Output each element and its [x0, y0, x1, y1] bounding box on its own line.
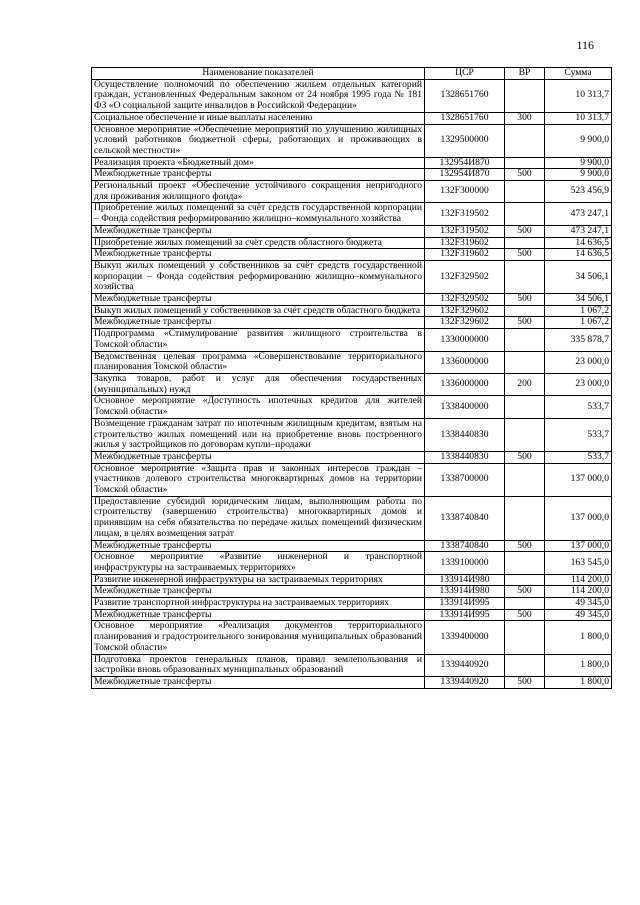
row-name-cell: Возмещение гражданам затрат по ипотечным жилищным кредитам, взятым на строительство жилых помещений или на приобретение вновь построенного жилья у застройщиков по договорам купли–продажи [92, 418, 425, 451]
table-row [92, 203, 612, 225]
row-vr-cell: 200 [505, 373, 545, 395]
table-row [92, 249, 612, 261]
row-csr-cell: 132F319502 [425, 203, 505, 225]
row-vr-cell [505, 237, 545, 249]
row-csr-cell: 1338700000 [425, 463, 505, 496]
row-sum-cell: 473 247,1 [545, 225, 612, 237]
row-vr-cell: 500 [505, 249, 545, 261]
row-name-cell: Выкуп жилых помещений у собственников за счёт средств областного бюджета [92, 305, 425, 317]
table-row [92, 496, 612, 540]
row-vr-cell [505, 305, 545, 317]
row-csr-cell: 132F319502 [425, 225, 505, 237]
table-row [92, 169, 612, 181]
row-sum-cell: 533,7 [545, 451, 612, 463]
table-row [92, 451, 612, 463]
row-name-cell: Реализация проекта «Бюджетный дом» [92, 157, 425, 169]
row-csr-cell: 1336000000 [425, 373, 505, 395]
row-vr-cell [505, 124, 545, 157]
row-name-cell: Развитие транспортной инфраструктуры на застраиваемых территориях [92, 598, 425, 610]
row-sum-cell: 114 200,0 [545, 574, 612, 586]
row-sum-cell: 1 067,2 [545, 305, 612, 317]
row-vr-cell [505, 203, 545, 225]
row-vr-cell [505, 496, 545, 540]
row-sum-cell: 1 800,0 [545, 654, 612, 676]
row-csr-cell: 1339440920 [425, 676, 505, 688]
table-row [92, 418, 612, 451]
row-sum-cell: 9 900,0 [545, 124, 612, 157]
row-vr-cell: 500 [505, 609, 545, 621]
row-csr-cell: 1329500000 [425, 124, 505, 157]
row-csr-cell: 133914И980 [425, 586, 505, 598]
row-sum-cell: 1 800,0 [545, 676, 612, 688]
row-vr-cell: 500 [505, 540, 545, 552]
row-csr-cell: 133914И980 [425, 574, 505, 586]
row-csr-cell: 1338740840 [425, 540, 505, 552]
row-name-cell: Межбюджетные трансферты [92, 249, 425, 261]
row-vr-cell [505, 654, 545, 676]
row-name-cell: Закупка товаров, работ и услуг для обеспечения государственных (муниципальных) нужд [92, 373, 425, 395]
row-csr-cell: 1339440920 [425, 654, 505, 676]
table-row [92, 225, 612, 237]
row-csr-cell: 132F329502 [425, 260, 505, 293]
budget-table [91, 67, 612, 689]
row-sum-cell: 335 878,7 [545, 329, 612, 351]
header-sum: Сумма [545, 68, 612, 80]
row-vr-cell: 500 [505, 317, 545, 329]
row-sum-cell: 137 000,0 [545, 540, 612, 552]
row-csr-cell: 132F329502 [425, 294, 505, 306]
row-csr-cell: 132F319602 [425, 249, 505, 261]
table-row [92, 540, 612, 552]
row-csr-cell: 132F329602 [425, 317, 505, 329]
row-sum-cell: 137 000,0 [545, 463, 612, 496]
row-sum-cell: 10 313,7 [545, 79, 612, 112]
header-csr: ЦСР [425, 68, 505, 80]
table-row [92, 124, 612, 157]
row-vr-cell [505, 621, 545, 654]
row-vr-cell [505, 351, 545, 373]
row-name-cell: Предоставление субсидий юридическим лицам, выполняющим работы по строительству (завершению строительства) многоквартирных домов и принявшим на себя обязательства по передаче жилых помещений физическим лицам, в целях возмещения затрат [92, 496, 425, 540]
row-name-cell: Межбюджетные трансферты [92, 609, 425, 621]
table-row [92, 621, 612, 654]
row-name-cell: Приобретение жилых помещений за счёт средств государственной корпорации – Фонда содействия реформированию жилищно–коммунального хозяйства [92, 203, 425, 225]
row-name-cell: Социальное обеспечение и иные выплаты населению [92, 112, 425, 124]
table-row [92, 305, 612, 317]
row-csr-cell: 132F300000 [425, 181, 505, 203]
row-name-cell: Межбюджетные трансферты [92, 317, 425, 329]
table-row [92, 294, 612, 306]
row-name-cell: Межбюджетные трансферты [92, 540, 425, 552]
table-row [92, 373, 612, 395]
table-header-row [92, 68, 612, 80]
row-vr-cell: 500 [505, 586, 545, 598]
row-name-cell: Межбюджетные трансферты [92, 294, 425, 306]
row-csr-cell: 133914И995 [425, 598, 505, 610]
row-vr-cell [505, 181, 545, 203]
table-row [92, 574, 612, 586]
table-row [92, 598, 612, 610]
row-vr-cell [505, 79, 545, 112]
row-csr-cell: 132954И870 [425, 157, 505, 169]
table-row [92, 181, 612, 203]
table-row [92, 396, 612, 418]
row-csr-cell: 132954И870 [425, 169, 505, 181]
table-row [92, 351, 612, 373]
row-csr-cell: 1328651760 [425, 112, 505, 124]
row-name-cell: Межбюджетные трансферты [92, 586, 425, 598]
row-sum-cell: 23 000,0 [545, 373, 612, 395]
row-sum-cell: 1 800,0 [545, 621, 612, 654]
table-row [92, 317, 612, 329]
table-row [92, 157, 612, 169]
row-name-cell: Региональный проект «Обеспечение устойчивого сокращения непригодного для проживания жилищного фонда» [92, 181, 425, 203]
row-sum-cell: 9 900,0 [545, 157, 612, 169]
row-name-cell: Межбюджетные трансферты [92, 676, 425, 688]
row-sum-cell: 114 200,0 [545, 586, 612, 598]
row-sum-cell: 23 000,0 [545, 351, 612, 373]
row-sum-cell: 473 247,1 [545, 203, 612, 225]
row-name-cell: Выкуп жилых помещений у собственников за счёт средств государственной корпорации – Фонда содействия реформированию жилищно–коммунального хозяйства [92, 260, 425, 293]
row-vr-cell [505, 260, 545, 293]
row-name-cell: Подготовка проектов генеральных планов, правил землепользования и застройки вновь образованных муниципальных образований [92, 654, 425, 676]
row-name-cell: Основное мероприятие «Развитие инженерной и транспортной инфраструктуры на застраиваемых территориях» [92, 552, 425, 574]
table-row [92, 463, 612, 496]
row-sum-cell: 163 545,0 [545, 552, 612, 574]
row-name-cell: Развитие инженерной инфраструктуры на застраиваемых территориях [92, 574, 425, 586]
row-sum-cell: 14 636,5 [545, 237, 612, 249]
row-csr-cell: 1339400000 [425, 621, 505, 654]
row-name-cell: Подпрограмма «Стимулирование развития жилищного строительства в Томской области» [92, 329, 425, 351]
row-vr-cell [505, 463, 545, 496]
header-vr: ВР [505, 68, 545, 80]
table-row [92, 112, 612, 124]
row-vr-cell: 500 [505, 169, 545, 181]
table-row [92, 654, 612, 676]
page-number: 116 [576, 38, 594, 52]
row-vr-cell [505, 329, 545, 351]
row-vr-cell [505, 157, 545, 169]
row-csr-cell: 1330000000 [425, 329, 505, 351]
row-vr-cell [505, 598, 545, 610]
row-csr-cell: 1338440830 [425, 451, 505, 463]
row-vr-cell [505, 552, 545, 574]
table-row [92, 329, 612, 351]
table-row [92, 79, 612, 112]
row-csr-cell: 1328651760 [425, 79, 505, 112]
row-name-cell: Основное мероприятие «Доступность ипотечных кредитов для жителей Томской области» [92, 396, 425, 418]
row-sum-cell: 14 636,5 [545, 249, 612, 261]
row-vr-cell: 500 [505, 451, 545, 463]
row-name-cell: Межбюджетные трансферты [92, 451, 425, 463]
row-sum-cell: 523 456,9 [545, 181, 612, 203]
row-csr-cell: 132F319602 [425, 237, 505, 249]
row-name-cell: Межбюджетные трансферты [92, 225, 425, 237]
table-row [92, 237, 612, 249]
row-vr-cell [505, 574, 545, 586]
row-vr-cell: 500 [505, 676, 545, 688]
row-vr-cell: 500 [505, 294, 545, 306]
row-vr-cell [505, 396, 545, 418]
row-sum-cell: 533,7 [545, 418, 612, 451]
row-csr-cell: 1338740840 [425, 496, 505, 540]
row-sum-cell: 533,7 [545, 396, 612, 418]
row-csr-cell: 132F329602 [425, 305, 505, 317]
row-name-cell: Основное мероприятие «Защита прав и законных интересов граждан – участников долевого строительства многоквартирных домов на территории Томской области» [92, 463, 425, 496]
row-csr-cell: 133914И995 [425, 609, 505, 621]
row-csr-cell: 1338440830 [425, 418, 505, 451]
table-row [92, 676, 612, 688]
row-sum-cell: 34 506,1 [545, 260, 612, 293]
row-csr-cell: 1338400000 [425, 396, 505, 418]
row-name-cell: Приобретение жилых помещений за счёт средств областного бюджета [92, 237, 425, 249]
row-vr-cell: 500 [505, 225, 545, 237]
row-csr-cell: 1336000000 [425, 351, 505, 373]
row-name-cell: Осуществление полномочий по обеспечению жильем отдельных категорий граждан, установленных Федеральным законом от 24 ноября 1995 года № 181 ФЗ «О социальной защите инвалидов в Российской Федерации» [92, 79, 425, 112]
row-name-cell: Основное мероприятие «Обеспечение мероприятий по улучшению жилищных условий работников бюджетной сферы, работающих и проживающих в сельской местности» [92, 124, 425, 157]
table-row [92, 586, 612, 598]
header-name: Наименование показателей [92, 68, 425, 80]
row-sum-cell: 1 067,2 [545, 317, 612, 329]
row-sum-cell: 34 506,1 [545, 294, 612, 306]
row-vr-cell: 300 [505, 112, 545, 124]
row-sum-cell: 49 345,0 [545, 598, 612, 610]
row-sum-cell: 137 000,0 [545, 496, 612, 540]
row-sum-cell: 9 900,0 [545, 169, 612, 181]
table-row [92, 260, 612, 293]
table-body [92, 79, 612, 688]
table-row [92, 552, 612, 574]
row-vr-cell [505, 418, 545, 451]
row-sum-cell: 49 345,0 [545, 609, 612, 621]
row-name-cell: Основное мероприятие «Реализация документов территориального планирования и градостроительного зонирования муниципальных образований Томской области» [92, 621, 425, 654]
row-csr-cell: 1339100000 [425, 552, 505, 574]
row-sum-cell: 10 313,7 [545, 112, 612, 124]
row-name-cell: Межбюджетные трансферты [92, 169, 425, 181]
row-name-cell: Ведомственная целевая программа «Совершенствование территориального планирования Томской области» [92, 351, 425, 373]
table-row [92, 609, 612, 621]
